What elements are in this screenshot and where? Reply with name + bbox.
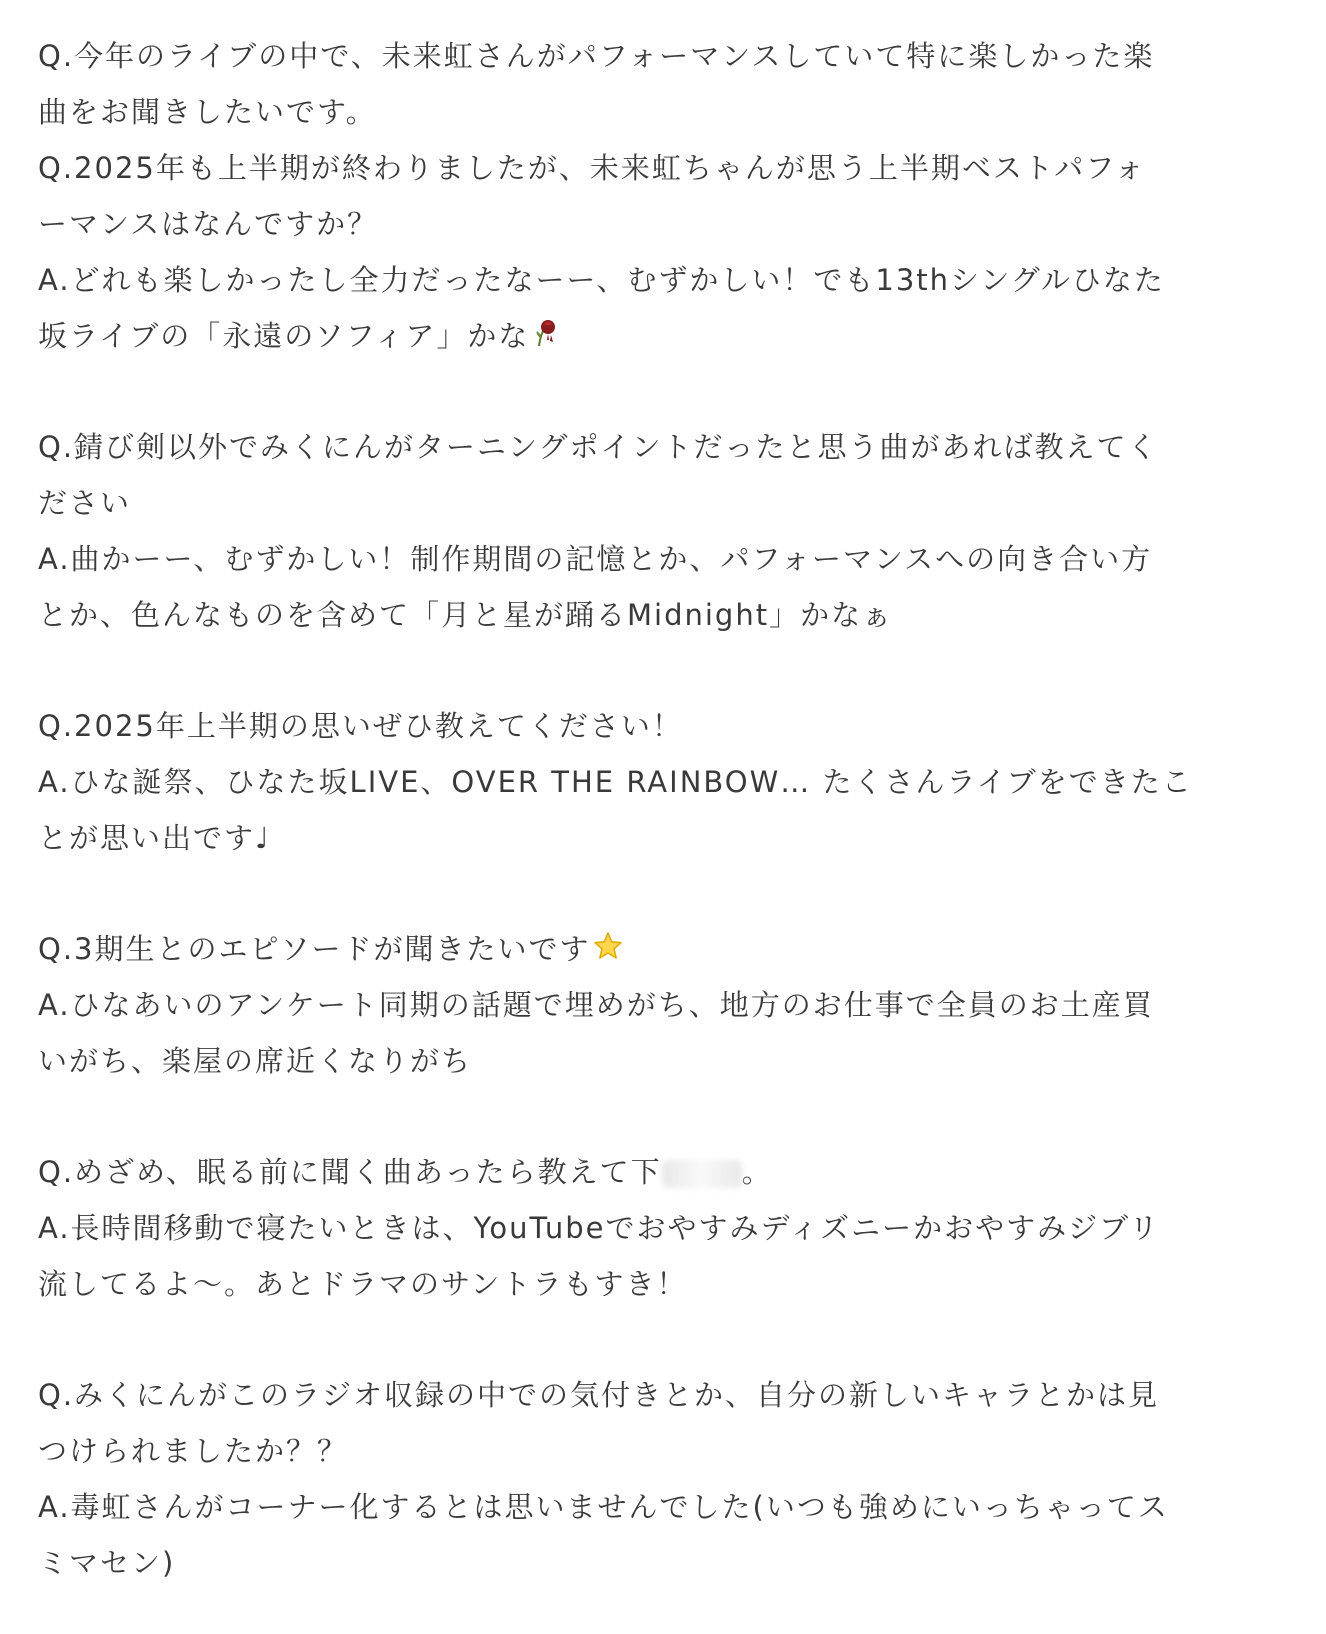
star-icon <box>593 923 623 979</box>
spacer <box>38 643 1298 698</box>
question-line: Q.今年のライブの中で、未来虹さんがパフォーマンスしていて特に楽しかった楽 <box>38 39 1155 73</box>
answer-line: A.長時間移動で寝たいときは、YouTubeでおやすみディズニーかおやすみジブリ <box>38 1211 1160 1245</box>
question-text: Q.3期生とのエピソードが聞きたいです <box>38 932 591 966</box>
question-line: Q.2025年も上半期が終わりましたが、未来虹ちゃんが思う上半期ベストパフォ <box>38 151 1146 185</box>
answer-line <box>38 308 1298 364</box>
spacer <box>38 1089 1298 1144</box>
spacer <box>38 364 1298 419</box>
question-line <box>38 1144 1298 1200</box>
answer-line: A.毒虹さんがコーナー化するとは思いませんでした(いつも強めにいっちゃってス <box>38 1490 1169 1524</box>
question-line: つけられましたか？？ <box>38 1434 349 1468</box>
answer-line: A.どれも楽しかったし全力だったなーー、むずかしい！でも13thシングルひなた <box>38 263 1165 297</box>
answer-line: A.ひなあいのアンケート同期の話題で埋めがち、地方のお仕事で全員のお土産買 <box>38 988 1154 1022</box>
answer-line: いがち、楽屋の席近くなりがち <box>38 1044 473 1078</box>
wilted-rose-icon <box>531 310 557 366</box>
blurred-text <box>662 1160 742 1188</box>
answer-line: ミマセン) <box>38 1546 176 1580</box>
question-line: Q.2025年上半期の思いぜひ教えてください！ <box>38 709 683 743</box>
answer-line: とか、色んなものを含めて「月と星が踊るMidnight」かなぁ <box>38 598 894 632</box>
answer-line: A.曲かーー、むずかしい！制作期間の記憶とか、パフォーマンスへの向き合い方 <box>38 542 1153 576</box>
question-line: ーマンスはなんですか？ <box>38 207 379 241</box>
answer-line: 流してるよ〜。あとドラマのサントラもすき！ <box>38 1267 688 1301</box>
spacer <box>38 1312 1298 1367</box>
question-line: Q.錆び剣以外でみくにんがターニングポイントだったと思う曲があれば教えてく <box>38 430 1159 464</box>
answer-line: とが思い出です♩ <box>38 821 271 855</box>
spacer <box>38 866 1298 921</box>
question-line <box>38 921 1298 977</box>
question-line: Q.みくにんがこのラジオ収録の中での気付きとか、自分の新しいキャラとかは見 <box>38 1378 1160 1412</box>
qa-document <box>38 28 1298 1591</box>
question-text: Q.めざめ、眠る前に聞く曲あったら教えて下 <box>38 1155 662 1189</box>
question-line: ださい <box>38 486 132 520</box>
answer-line: A.ひな誕祭、ひなた坂LIVE、OVER THE RAINBOW… たくさんライブをできたこ <box>38 765 1193 799</box>
question-suffix: 。 <box>741 1155 773 1189</box>
answer-text: 坂ライブの「永遠のソフィア」かな <box>38 319 530 353</box>
question-line: 曲をお聞きしたいです。 <box>38 95 377 129</box>
